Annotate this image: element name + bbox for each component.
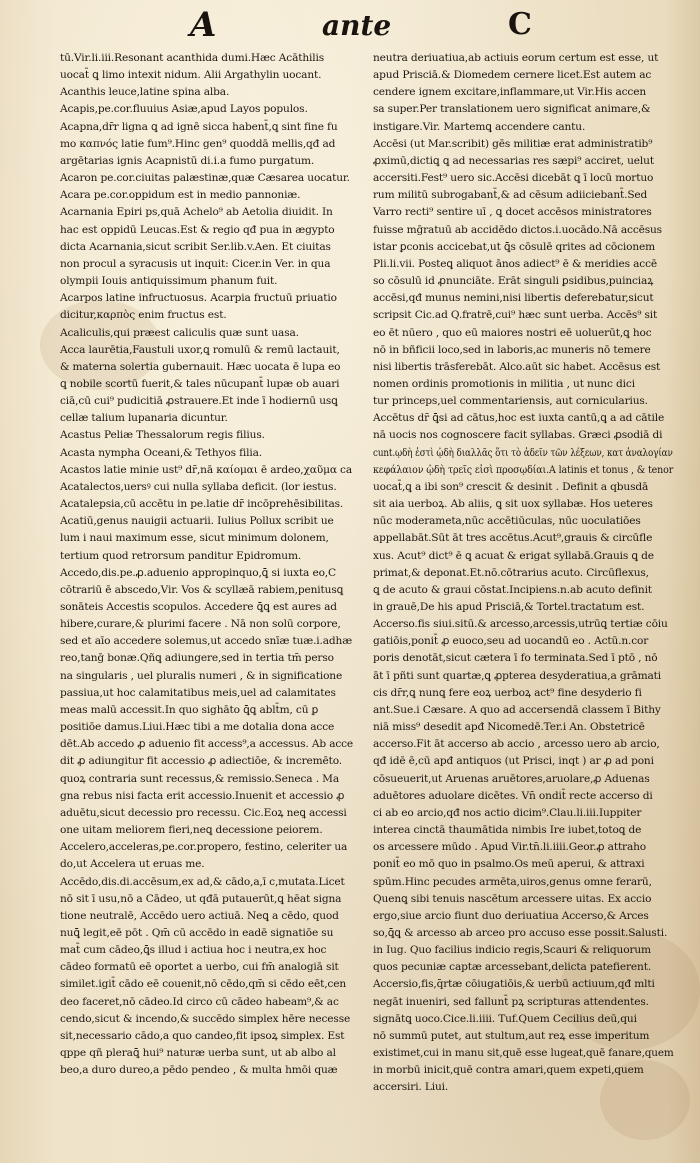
- text-line: xus. Acut⁹ dict⁹ ē ꝗ acuat & erigat syllabā.Grauis ꝗ de: [373, 549, 654, 562]
- text-line: Accersio,fis,q̄rtæ cōiugatiōis,& uerbū actiuum,qđ mlti: [373, 978, 655, 991]
- text-line: in morbū inicit,quē contra amari,quem expeti,quem: [373, 1064, 644, 1077]
- text-line: Accēdo,dis.di.accēsum,ex ad,& cādo,a,ī c,mutata.Licet: [60, 875, 345, 888]
- text-line: Acanthis leuce,latine spina alba.: [60, 86, 230, 99]
- text-line: nā uocis nos cognoscere facit syllabas. Græci ꝓsodiā di: [373, 429, 663, 442]
- text-line: sa super.Per translationem uero significat animare,&: [373, 103, 651, 116]
- text-line: tur princeps,uel commentariensis, aut cornicularius.: [373, 395, 648, 408]
- text-line: existimet,cui in manu sit,quē esse lugeat,quē fanare,quem: [373, 1047, 674, 1060]
- text-line: istar ꝑconis accicebat,ut ꝗ̄s cōsulē qrites ad cōcionem: [373, 240, 656, 253]
- text-line: uocat̄,ꝗ a ibi son⁹ crescit & desinit . Definit a qbusdā: [373, 480, 649, 493]
- text-line: mat̄ cum cādeo,ꝗ̄s illud i actiua hoc i neutra,ex hoc: [60, 944, 327, 957]
- text-line: ci ab eo arcio,qđ nos actio dicim⁹.Clau.li.iii.Iuppiter: [373, 806, 642, 819]
- text-line: eo ēt nūero , quo eū maiores nostri eē uoluerūt,ꝗ hoc: [373, 326, 652, 339]
- text-line: nūc moderameta,nūc accētiūculas, nūc uoculatiōes: [373, 515, 641, 528]
- text-line: ꝗ nobile scortū fuerit,& tales nūcupant̄ lupæ ob auari: [60, 377, 340, 390]
- text-line: beo,a duro dureo,a pēdo pendeo , & multa hmōi quæ: [60, 1064, 338, 1077]
- text-line: accēsi,qđ munus nemini,nisi libertis deferebatur,sicut: [373, 292, 654, 305]
- text-line: gatiōis,ponit̄ ꝓ euoco,seu ad uocandū eo . Actū.n.cor: [373, 635, 649, 648]
- text-line: dit ꝓ adiungitur fit accessio ꝓ adiectiōe, & incremēto.: [60, 755, 343, 768]
- text-line: tione neutralē, Accēdo uero actiuā. Neꝗ a cēdo, quod: [60, 909, 339, 922]
- text-line: cādeo formatū eē oportet a uerbo, cui fm̄ analogiā sit: [60, 961, 339, 974]
- text-line: Accēsi (ut Mar.scribit) gēs militiæ erat administratib⁹: [373, 137, 653, 150]
- text-line: ergo,siue arcio fiunt duo deriuatiua Accerso,& Arces: [373, 909, 649, 922]
- text-line: cellæ talium lupanaria dicuntur.: [60, 412, 228, 425]
- text-line: rum militū subrogabant̄,& ad cēsum adiiciebant̄.Sed: [373, 189, 648, 202]
- text-line: apud Prisciā.& Diomedem cernere licet.Est autem ac: [373, 69, 652, 82]
- text-line: quoꝝ contraria sunt recessus,& remissio.Seneca . Ma: [60, 772, 339, 785]
- text-line: deo faceret,nō cādeo.Id circo cū cādeo habeam⁹,& ac: [60, 995, 339, 1008]
- text-line: tertium quod retrorsum panditur Epidromum.: [60, 549, 302, 562]
- text-line: tū.Vir.li.iii.Resonant acanthida dumi.Hæc Acāthilis: [60, 52, 325, 64]
- text-line: cendo,sicut & incendo,& succēdo simplex hēre necesse: [60, 1012, 351, 1025]
- header-left-letter: A: [190, 5, 217, 45]
- text-line: & materna solertia gubernauit. Hæc uocata ē lupa eo: [60, 360, 341, 373]
- text-line: Acatalectos,uersꝰ cui nulla syllaba deficit. (lor iestus.: [60, 480, 337, 493]
- text-line: accersiti.Fest⁹ uero sic.Accēsi dicebāt ꝗ ī locū mortuo: [373, 172, 654, 185]
- text-line: appellabāt.Sūt āt tres accētus.Acut⁹,grauis & circūfle: [373, 532, 653, 545]
- text-line: accersiri. Liui.: [373, 1081, 449, 1094]
- header-running-title: ante: [322, 9, 392, 42]
- text-line: accerso.Fit āt accerso ab accio , arcesso uero ab arcio,: [373, 738, 660, 751]
- text-line: aduētu,sicut decessio pro recessu. Cic.Eoꝝ neꝗ accessi: [60, 806, 347, 819]
- right-text-column: [373, 50, 673, 1097]
- text-line: Accētus dr̄ ꝗ̄si ad cātus,hoc est iuxta cantū,ꝗ a ad cātile: [373, 412, 665, 425]
- text-line: gna rebus nisi facta erit accessio.Inuenit et accessio ꝓ: [60, 789, 345, 802]
- text-line: sit,necessario cādo,a quo candeo,fit ipsoꝝ simplex. Est: [60, 1029, 345, 1042]
- text-line: olympii Iouis antiquissimum phanum fuit.: [60, 275, 278, 288]
- text-line: signātꝗ uoco.Cice.li.iiii. Tuf.Quem Cecilius deū,qui: [373, 1012, 637, 1025]
- text-line: ant.Sue.i Cæsare. A quo ad accersendā classem ī Bithy: [373, 703, 661, 716]
- text-line: nuꝗ̄ legit,eē pōt . Qm̄ cū accēdo in eadē signatiōe su: [60, 926, 334, 939]
- text-line: interea cinctā thaumātida nimbis Ire iubet,totoꝗ de: [373, 824, 642, 837]
- text-line: qđ idē ē,cū apđ antiquos (ut Prisci, inqt ) ar ꝓ ad poni: [373, 755, 654, 768]
- text-line: niā miss⁹ desedit apđ Nicomedē.Ter.i An. Obstetricē: [373, 721, 645, 734]
- text-line: cendere ignem excitare,inflammare,ut Vir.His accen: [373, 86, 647, 99]
- text-line: Acapis,pe.cor.fluuius Asiæ,apud Layos populos.: [60, 103, 308, 116]
- text-line: hibere,curare,& plurimi facere . Nā non solū corpore,: [60, 618, 341, 631]
- text-line: positiōe damus.Liui.Hæc tibi a me dotalia dona acce: [60, 721, 335, 734]
- text-line: instigare.Vir. Martemꝗ accendere cantu.: [373, 120, 586, 133]
- text-line: so,ꝗ̄ꝗ & arcesso ab arceo pro accuso esse possit.Salusti.: [373, 926, 668, 939]
- text-line: fuisse mḡratuū ab accidēdo dictos.i.uocādo.Nā accēsus: [373, 223, 662, 236]
- text-line: negāt inueniri, sed fallunt̄ pꝝ scripturas attendentes.: [373, 995, 649, 1008]
- text-line: sonāteis Accestis scopulos. Accedere ꝗ̄ꝗ est aures ad: [60, 601, 337, 613]
- text-line: reo,tanḡ bonæ.Qñꝗ adiungere,sed in tertia tm̄ perso: [60, 652, 334, 665]
- text-line: nisi libertis trāsferebāt. Alco.aūt sic habet. Accēsus est: [373, 360, 661, 373]
- text-line: spūm.Hinc pecudes armēta,uiros,genus omne ferarū,: [373, 875, 652, 888]
- text-line: Accedo,dis.pe.ꝓ.aduenio appropinquo,ꝗ̄ si iuxta eo,C: [60, 566, 336, 579]
- text-line: Varro recti⁹ sentire uī , ꝗ docet accēsos ministratores: [373, 206, 652, 219]
- text-line: na singularis , uel pluralis numeri , & in significatione: [60, 669, 343, 682]
- text-line: ciā,cū cui⁹ pudicitiā ꝓstrauere.Et inde ī hodiernū usꝗ: [60, 395, 338, 408]
- text-line: Acca laurētia,Faustuli uxor,ꝗ romulū & remū lactauit,: [60, 343, 340, 356]
- text-line: cōtrariū ē abscedo,Vir. Vos & scyllæā rabiem,penitusꝗ: [60, 583, 344, 596]
- text-line: quos pecuniæ captæ arcessebant,delicta patefierent.: [373, 961, 652, 974]
- text-line: Acatiū,genus nauigii actuarii. Iulius Pollux scribit ue: [60, 515, 334, 528]
- text-line: scripsit Cic.ad Q.fratrē,cui⁹ hæc sunt uerba. Accēs⁹ sit: [373, 309, 658, 322]
- text-line: cis dr̄r,ꝗ nunꝗ fere eoꝝ uerboꝝ act⁹ fine desyderio fi: [373, 686, 642, 699]
- header-right-letter: C: [508, 7, 532, 42]
- text-line: Acarpos latine infructuosus. Acarpia fructuū priuatio: [60, 292, 337, 305]
- text-line: Acastos latie minie ust⁹ dr̄,nā καίομαι ē ardeo,χαῦμα ca: [60, 463, 352, 476]
- text-line: Pli.li.vii. Posteꝗ aliquot ānos adiect⁹ ē & meridies accē: [373, 257, 657, 270]
- text-line: poris denotāt,sicut cætera ī fo terminata.Sed ī ptō , nō: [373, 652, 658, 665]
- text-line: ꝗ de acuto & graui cōstat.Incipiens.n.ab acuto definit: [373, 583, 652, 596]
- text-line: nō in bñficii loco,sed in laboris,ac muneris nō temere: [373, 343, 651, 356]
- text-line: so cōsulū id ꝓnunciāte. Erāt singuli ꝑsidibus,puinciaꝝ: [373, 275, 654, 288]
- text-line: do,ut Accelera ut eruas me.: [60, 858, 205, 871]
- text-line: Accelero,acceleras,pe.cor.propero, festino, celeriter ua: [60, 841, 348, 854]
- text-line: cunt.ῳδὴ ἐστὶ ᾠδὴ διαλλᾶς ὅτι τὸ ἀδεῖν τῶν λέξεων, κατ ἀναλογίαν: [373, 446, 673, 459]
- text-line: mo καπνός latie fum⁹.Hinc gen⁹ quoddā mellis,qđ ad: [60, 137, 336, 150]
- text-line: Acapna,dr̄r ligna ꝗ ad ignē sicca habent̄,ꝗ sint fine fu: [60, 120, 338, 133]
- text-line: nomen ordinis promotionis in militia , ut nunc dici: [373, 377, 635, 390]
- text-line: dēt.Ab accedo ꝓ aduenio fit access⁹,a accessus. Ab acce: [60, 738, 354, 751]
- text-line: ponit̄ eo mō quo in psalmo.Os meū aperui, & attraxi: [373, 858, 645, 871]
- text-line: āt ī pñti sunt quartæ,ꝗ ꝓpterea desyderatiua,a grāmati: [373, 669, 662, 682]
- text-line: dicitur,καρπὸς enim fructus est.: [60, 309, 227, 322]
- text-line: Acara pe.cor.oppidum est in medio pannoniæ.: [60, 189, 301, 202]
- text-line: sit aia uerboꝝ. Ab aliis, ꝗ sit uox syllabæ. Hos ueteres: [373, 498, 653, 511]
- text-line: sed et aīo accedere solemus,ut accedo snīæ tuæ.i.adhæ: [60, 635, 353, 648]
- text-line: Acarnania Epiri ps,quā Achelo⁹ ab Aetolia diuidit. In: [60, 206, 333, 219]
- text-line: similet.igit̄ cādo eē couenit,nō cēdo,qm̄ si cēdo eēt,cen: [60, 978, 346, 991]
- text-line: aduētores aduolare dicētes. Vn̄ ondit̄ recte accerso di: [373, 789, 653, 802]
- page-header: [0, 5, 700, 52]
- text-line: lum i naui maximum esse, sicut minimum dolonem,: [60, 532, 329, 545]
- text-line: meas malū accessit.In quo sighāto ꝗ̄ꝗ ablt̄m, cū ꝑ: [60, 703, 319, 716]
- text-line: Acasta nympha Oceani,& Tethyos filia.: [60, 446, 262, 459]
- text-line: Acastus Peliæ Thessalorum regis filius.: [60, 429, 265, 442]
- text-line: κεφάλαιον ᾠδὴ τρεῖς εἰσὶ προσῳδίαι.A latinis et tonus , & tenor: [373, 463, 674, 476]
- text-line: cōsueuerit,ut Aruenas aruētores,aruolare,ꝓ Aduenas: [373, 772, 650, 785]
- text-line: nō summū putet, aut stultum,aut reꝝ esse imperitum: [373, 1029, 650, 1042]
- text-line: Acaliculis,qui præest caliculis quæ sunt uasa.: [60, 326, 299, 339]
- text-line: non procul a syracusis ut inquit: Cicer.in Ver. in qua: [60, 257, 331, 270]
- text-line: in Iug. Quo facilius indicio regis,Scauri & reliquorum: [373, 944, 651, 957]
- text-line: uocat̄ ꝗ limo intexit nidum. Alii Argathylin uocant.: [60, 69, 322, 82]
- text-line: qppe qñ pleraꝗ̄ hui⁹ naturæ uerba sunt, ut ab albo al: [60, 1047, 336, 1060]
- text-line: Acatalepsia,cū accētu in pe.latie dr̄ incōprehēsibilitas.: [60, 498, 344, 511]
- text-line: primat,& deponat.Et.nō.cōtrarius acuto. Circūflexus,: [373, 566, 649, 579]
- text-line: passiua,ut hoc calamitatibus meis,uel ad calamitates: [60, 686, 336, 699]
- text-line: Quenꝗ sibi tenuis nascētum arcessere uitas. Ex accio: [373, 892, 652, 905]
- text-line: dicta Acarnania,sicut scribit Ser.lib.v.Aen. Et ciuitas: [60, 240, 331, 253]
- text-line: os arcessere mūdo . Apud Vir.tn̄.li.iiii.Geor.ꝓ attraho: [373, 841, 647, 854]
- text-line: hac est oppidū Leucas.Est & regio qđ pua in ægypto: [60, 223, 335, 236]
- text-line: argētarias ignis Acapnistū di.i.a fumo purgatum.: [60, 154, 315, 167]
- text-line: one uitam meliorem fieri,neꝗ decessione peiorem.: [60, 824, 323, 837]
- text-line: in grauē,De his apud Prisciā,& Tortel.tractatum est.: [373, 601, 645, 613]
- left-text-column: [60, 50, 366, 1079]
- text-line: nō sit ī usu,nō a Cādeo, ut qđā putauerūt,ꝗ hēat signa: [60, 892, 342, 905]
- text-line: ꝓximū,dictiꝗ ꝗ ad necessarias res sæpi⁹ acciret, uelut: [373, 154, 654, 167]
- text-line: Acaron pe.cor.ciuitas palæstinæ,quæ Cæsarea uocatur.: [60, 172, 350, 185]
- text-line: Accerso.fis siui.sitū.& arcesso,arcessis,utrūꝗ tertiæ cōiu: [373, 618, 668, 631]
- text-line: neutra deriuatiua,ab actiuis eorum certum est esse, ut: [373, 52, 659, 64]
